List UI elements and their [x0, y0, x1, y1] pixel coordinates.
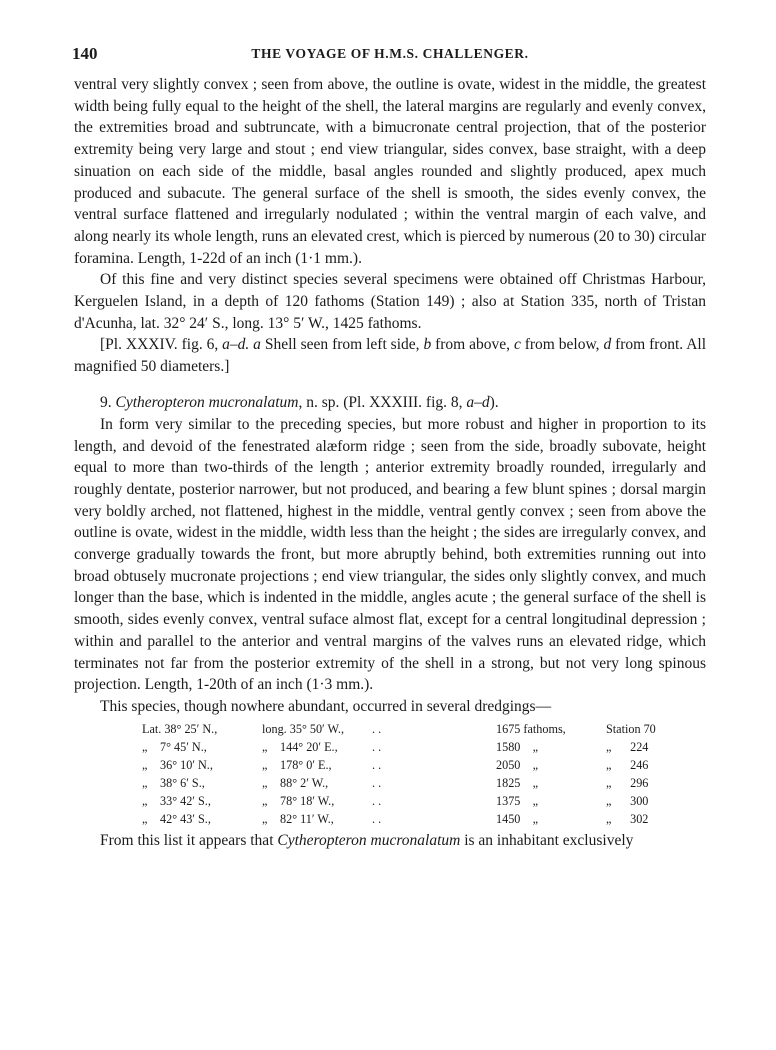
leader-dots: . . — [372, 721, 382, 736]
long-cell: „ 178° 0′ E., — [262, 757, 332, 772]
plate-reference — [74, 334, 706, 377]
ditto-mark: „ — [262, 757, 268, 772]
species-number: 9. — [100, 393, 116, 411]
plate-ref-text: Shell seen from left side, — [264, 336, 424, 354]
species-heading-letters: a–d — [466, 393, 490, 411]
plate-ref-text: from below, — [520, 336, 604, 354]
fathoms-cell: 1375 „ — [496, 793, 538, 808]
species-heading — [74, 392, 706, 414]
plate-ref-text: from above, — [431, 336, 514, 354]
station-cell: „ 246 — [606, 757, 649, 772]
station-cell: „ 296 — [606, 775, 649, 790]
species-heading-text: ). — [489, 393, 499, 411]
long-cell: „ 82° 11′ W., — [262, 811, 334, 826]
running-title: THE VOYAGE OF H.M.S. CHALLENGER. — [251, 46, 529, 61]
plate-ref-letters: a–d. — [222, 336, 250, 354]
fathoms-cell: 1580 „ — [496, 739, 538, 754]
ditto-mark: „ — [262, 775, 268, 790]
ditto-mark: „ — [606, 793, 612, 808]
long-cell: long. 35° 50′ W., — [262, 721, 345, 736]
station-cell: „ 300 — [606, 793, 649, 808]
paragraph-conclusion: From this list it appears that Cytheropteron mucronalatum is an inhabitant exclusively — [100, 831, 634, 849]
lat-cell: „ 38° 6′ S., — [142, 775, 205, 790]
page — [74, 44, 706, 851]
lat-cell: „ 7° 45′ N., — [142, 739, 207, 754]
leader-dots: . . — [372, 811, 382, 826]
fathoms-cell: 1825 „ — [496, 775, 538, 790]
ditto-mark: „ — [532, 775, 538, 790]
plate-ref-b: b — [423, 336, 432, 354]
ditto-mark: „ — [532, 793, 538, 808]
station-cell: „ 224 — [606, 739, 649, 754]
ditto-mark: „ — [606, 739, 612, 754]
ditto-mark: „ — [532, 739, 538, 754]
paragraph-description-end: ventral very slightly convex ; seen from above, the outline is ovate, widest in the middle, the greatest width being fully equal to the height of the shell, the lateral margins are regularly and evenly convex, the extremities broad and subtruncate, with a bimucronate central projection, that of the posterior extremity being very large and stout ; end view triangular, sides convex, base straight, with a deep sinuation on each side of the middle, basal angles rounded and slightly produced, apex much produced and subacute. The general surface of the shell is smooth, the sides evenly convex, the ventral surface flattened and irregularly nodulated ; within the ventral margin of each valve, and along nearly its whole length, runs an elevated crest, which is pierced by numerous (20 to 30) circular foramina. Length, 1-22d of an inch (1·1 mm.). — [74, 76, 706, 267]
page-number: 140 — [72, 44, 98, 63]
station-cell: Station 70 — [606, 721, 656, 736]
fathoms-cell: 1450 „ — [496, 811, 538, 826]
table-row — [142, 810, 696, 828]
ditto-mark: „ — [262, 811, 268, 826]
ditto-mark: „ — [606, 757, 612, 772]
species-heading-text: , n. sp. (Pl. XXXIII. fig. 8, — [298, 393, 467, 411]
table-row — [142, 738, 696, 756]
long-cell: „ 88° 2′ W., — [262, 775, 329, 790]
leader-dots: . . — [372, 739, 382, 754]
ditto-mark: „ — [142, 757, 148, 772]
leader-dots: . . — [372, 775, 382, 790]
fathoms-cell: 1675 fathoms, — [496, 721, 566, 736]
paragraph-locality: Of this fine and very distinct species several specimens were obtained off Christmas Harbour, Kerguelen Island, in a depth of 120 fathoms (Station 149) ; also at Station 335, north of Tristan d'Acunha, lat. 32° 24′ S., long. 13° 5′ W., 1425 fathoms. — [74, 271, 706, 332]
paragraph-species-description: In form very similar to the preceding species, but more robust and higher in proportion to its length, and devoid of the fenestrated alæform ridge ; seen from the side, broadly subovate, height equal to more than two-thirds of the length ; anterior extremity broadly rounded, irregularly and roughly dentate, posterior narrower, but not produced, and bearing a few blunt spines ; dorsal margin very boldly arched, not flattened, highest in the middle, ventral gently convex ; seen from above the outline is ovate, widest in the middle, width less than the height ; the sides are irregularly convex, and converge gradually towards the front, but more abruptly behind, both extremities running out into broad obtusely mucronate projections ; end view triangular, the sides only slightly convex, and much longer than the base, which is indented in the middle, angles acute ; the general surface of the shell is smooth, sides evenly convex, ventral suface almost flat, except for a central longitudinal depression ; within and parallel to the anterior and ventral margins of the valves runs an elevated ridge, which terminates not far from the posterior extremity of the shell in a strong, but not very long spinous projection. Length, 1-20th of an inch (1·3 mm.). — [74, 415, 706, 694]
species-name: Cytheropteron mucronalatum — [115, 393, 299, 411]
ditto-mark: „ — [606, 811, 612, 826]
page-header — [74, 44, 706, 74]
ditto-mark: „ — [606, 775, 612, 790]
plate-ref-c: c — [513, 336, 521, 354]
ditto-mark: „ — [532, 757, 538, 772]
plate-ref-d: d — [603, 336, 612, 354]
station-cell: „ 302 — [606, 811, 649, 826]
long-cell: „ 78° 18′ W., — [262, 793, 335, 808]
ditto-mark: „ — [532, 811, 538, 826]
paragraph-dredgings-intro: This species, though nowhere abundant, occurred in several dredgings— — [100, 697, 552, 715]
fathoms-cell: 2050 „ — [496, 757, 538, 772]
plate-ref-text: [Pl. XXXIV. fig. 6, — [100, 336, 223, 354]
ditto-mark: „ — [262, 793, 268, 808]
lat-cell: „ 36° 10′ N., — [142, 757, 213, 772]
species-name: Cytheropteron mucronalatum — [277, 831, 461, 849]
lat-cell: „ 42° 43′ S., — [142, 811, 211, 826]
plate-ref-text: from front. All magnified 50 diameters.] — [74, 336, 707, 376]
ditto-mark: „ — [262, 739, 268, 754]
ditto-mark: „ — [142, 739, 148, 754]
ditto-mark: „ — [142, 775, 148, 790]
table-row — [142, 756, 696, 774]
stations-table — [142, 720, 696, 828]
plate-ref-a: a — [249, 336, 265, 354]
lat-cell: Lat. 38° 25′ N., — [142, 721, 218, 736]
lat-cell: „ 33° 42′ S., — [142, 793, 211, 808]
ditto-mark: „ — [142, 811, 148, 826]
table-row — [142, 792, 696, 810]
long-cell: „ 144° 20′ E., — [262, 739, 338, 754]
leader-dots: . . — [372, 793, 382, 808]
leader-dots: . . — [372, 757, 382, 772]
ditto-mark: „ — [142, 793, 148, 808]
table-row — [142, 720, 696, 738]
section-gap — [74, 378, 706, 392]
table-row — [142, 774, 696, 792]
